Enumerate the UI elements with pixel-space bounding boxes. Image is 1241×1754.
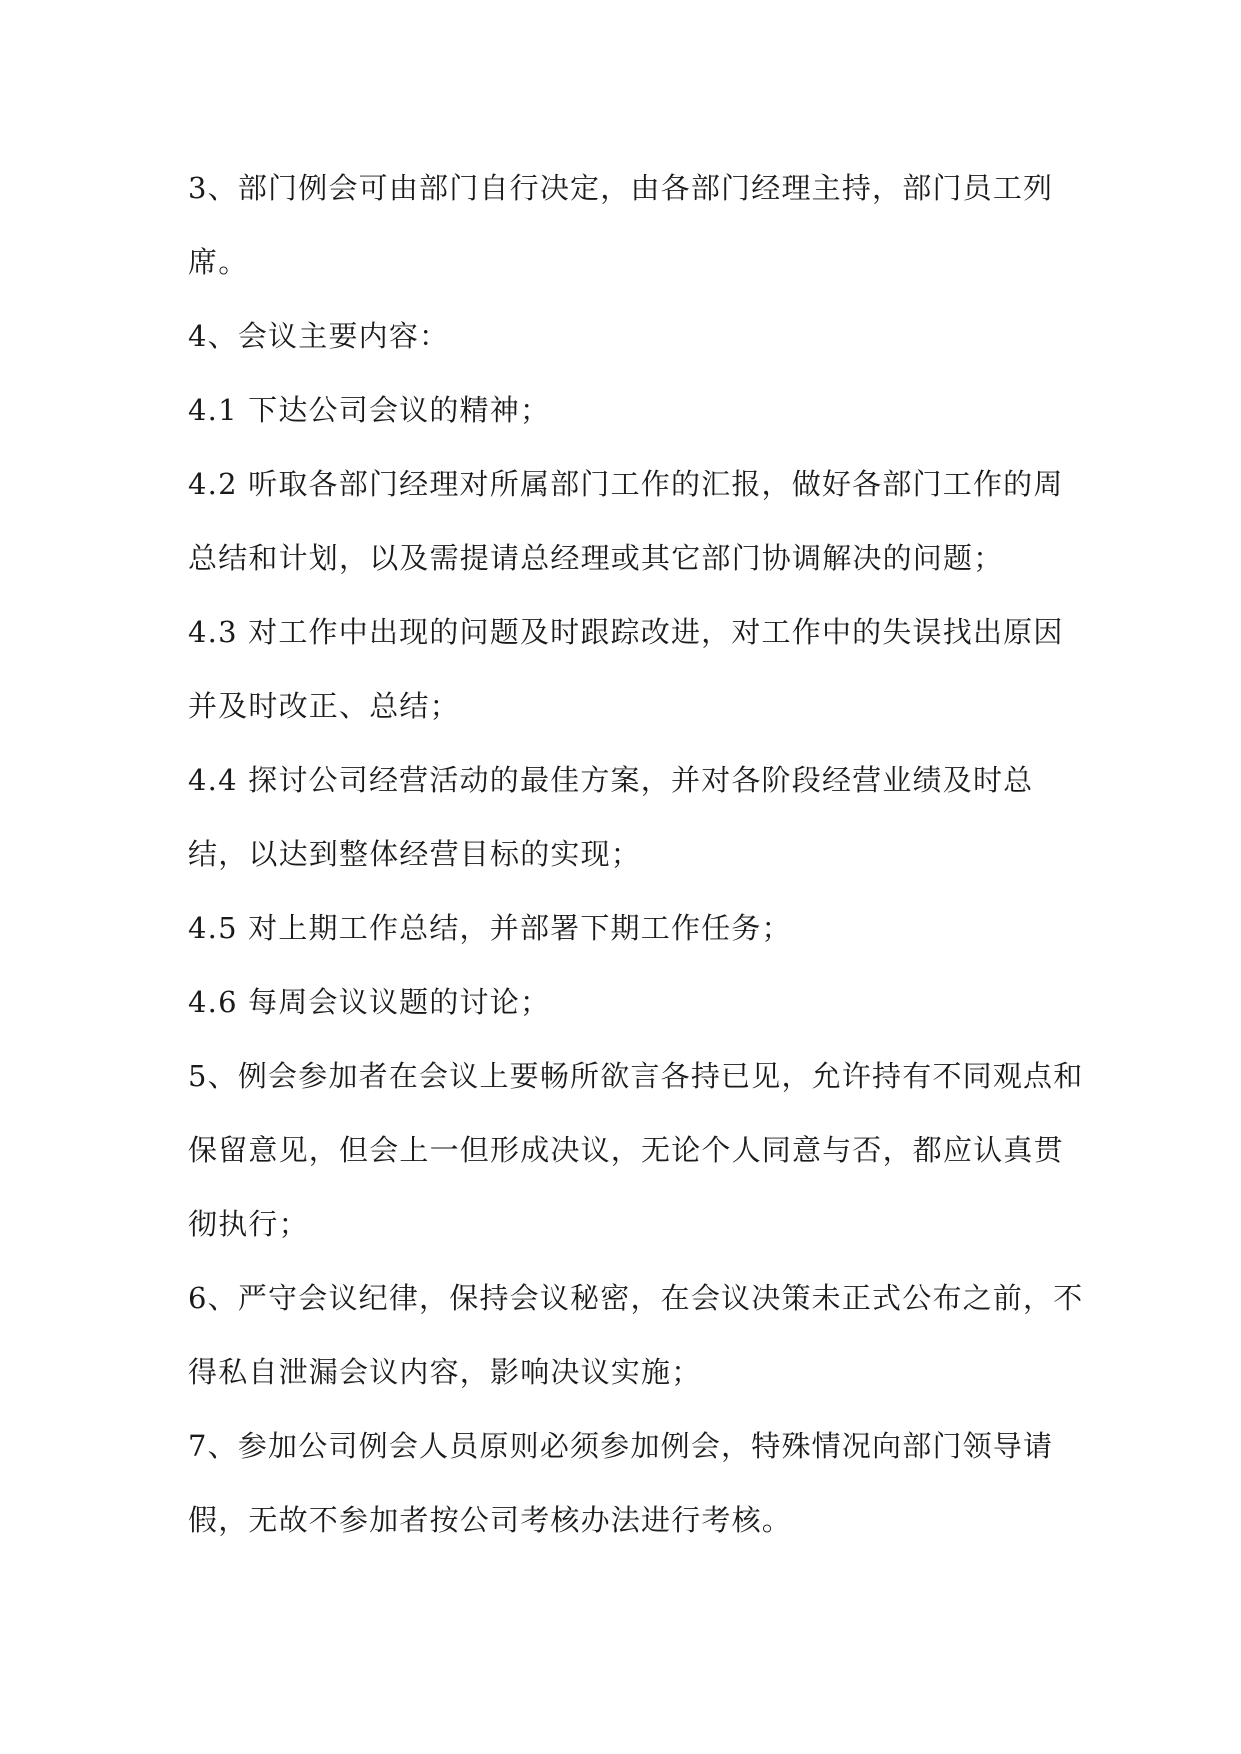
text-line: 3、部门例会可由部门自行决定，由各部门经理主持，部门员工列 bbox=[188, 171, 1054, 205]
text-line: 4.4 探讨公司经营活动的最佳方案，并对各阶段经营业绩及时总 bbox=[188, 763, 1034, 797]
text-line: 4.1 下达公司会议的精神； bbox=[188, 393, 551, 427]
text-line: 并及时改正、总结； bbox=[188, 689, 460, 723]
text-line: 4.6 每周会议议题的讨论； bbox=[188, 985, 551, 1019]
text-line: 席。 bbox=[188, 245, 249, 279]
text-line: 4、会议主要内容： bbox=[188, 319, 450, 353]
text-line: 4.2 听取各部门经理对所属部门工作的汇报，做好各部门工作的周 bbox=[188, 467, 1064, 501]
text-line: 得私自泄漏会议内容，影响决议实施； bbox=[188, 1355, 702, 1389]
text-line: 6、严守会议纪律，保持会议秘密，在会议决策未正式公布之前，不 bbox=[188, 1281, 1084, 1315]
text-line: 结，以达到整体经营目标的实现； bbox=[188, 837, 642, 871]
text-line: 5、例会参加者在会议上要畅所欲言各持已见，允许持有不同观点和 bbox=[188, 1059, 1084, 1093]
text-line: 彻执行； bbox=[188, 1207, 309, 1241]
text-line: 4.5 对上期工作总结，并部署下期工作任务； bbox=[188, 911, 792, 945]
text-line: 7、参加公司例会人员原则必须参加例会，特殊情况向部门领导请 bbox=[188, 1429, 1054, 1463]
text-line: 保留意见，但会上一但形成决议，无论个人同意与否，都应认真贯 bbox=[188, 1133, 1064, 1167]
text-line: 假，无故不参加者按公司考核办法进行考核。 bbox=[188, 1503, 793, 1537]
text-line: 4.3 对工作中出现的问题及时跟踪改进，对工作中的失误找出原因 bbox=[188, 615, 1064, 649]
text-line: 总结和计划，以及需提请总经理或其它部门协调解决的问题； bbox=[188, 541, 1004, 575]
